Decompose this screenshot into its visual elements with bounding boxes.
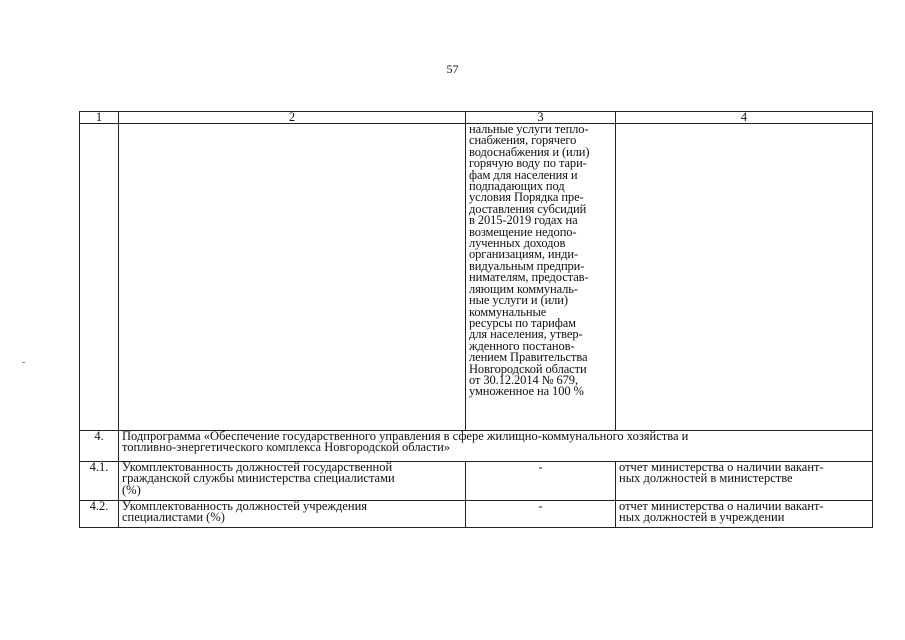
text-line: отчет министерства о наличии вакант- [619,460,824,474]
cell-number: 4. [80,431,119,462]
text-line: горячую воду по тари- [469,156,587,171]
cell-number [80,124,119,431]
text-line: коммунальные [469,304,547,319]
text-line: жденного постанов- [469,338,575,353]
text-line: ных должностей в министерстве [619,471,793,486]
cell-source [616,462,873,501]
text-line: в 2015-2019 годах на [469,213,578,228]
cell-method: - [466,501,616,528]
text-line: ляющим коммуналь- [469,281,578,296]
cell-subprogram-title [119,431,873,462]
table-row [80,501,873,528]
text-line: лученных доходов [469,236,566,251]
table-row-subprogram [80,431,873,462]
cell-indicator [119,501,466,528]
text-line: нальные услуги тепло- [469,122,589,136]
text-line: Укомплектованность должностей учреждения [122,499,368,513]
page-number: 57 [446,62,459,76]
text-line: снабжения, горячего [469,133,577,148]
text-line: для населения, утвер- [469,327,583,342]
table-row [80,124,873,431]
table-row [80,462,873,501]
indicators-table [79,111,873,528]
text-line: фам для населения и [469,167,578,182]
text-line: водоснабжения и (или) [469,144,590,159]
text-line: Подпрограмма «Обеспечение государственного управления в сфере жилищно-коммунального хозяйства и [122,429,689,443]
text-line: Укомплектованность должностей государственной [122,460,393,474]
cell-source [616,501,873,528]
text-line: от 30.12.2014 № 679, [469,372,578,387]
text-line: ных должностей в учреждении [619,510,785,525]
header-col-1: 1 [80,112,119,124]
text-line: условия Порядка пре- [469,190,584,205]
text-line: ресурсы по тарифам [469,315,576,330]
text-line: ные услуги и (или) [469,293,568,308]
cell-number: 4.2. [80,501,119,528]
text-line: топливно-энергетического комплекса Новгородской области» [122,440,451,455]
text-line: возмещение недопо- [469,224,577,239]
margin-mark [22,362,25,363]
cell-number: 4.1. [80,462,119,501]
text-line: гражданской службы министерства специалистами [122,471,395,486]
header-col-3: 3 [466,112,616,124]
cell-method: - [466,462,616,501]
text-line: умноженное на 100 % [469,384,584,399]
text-line: доставления субсидий [469,201,587,216]
cell-indicator [119,462,466,501]
cell-method-continuation [466,124,616,431]
cell-indicator [119,124,466,431]
cell-source [616,124,873,431]
header-col-4: 4 [616,112,873,124]
header-col-2: 2 [119,112,466,124]
text-line: лением Правительства [469,350,588,365]
text-line: организациям, инди- [469,247,579,262]
text-line: Новгородской области [469,361,587,376]
text-line: специалистами (%) [122,510,225,525]
text-line: нимателям, предостав- [469,270,589,285]
text-line: отчет министерства о наличии вакант- [619,499,824,513]
text-line: подпадающих под [469,179,565,194]
text-line: видуальным предпри- [469,258,585,273]
text-line: (%) [122,482,141,497]
